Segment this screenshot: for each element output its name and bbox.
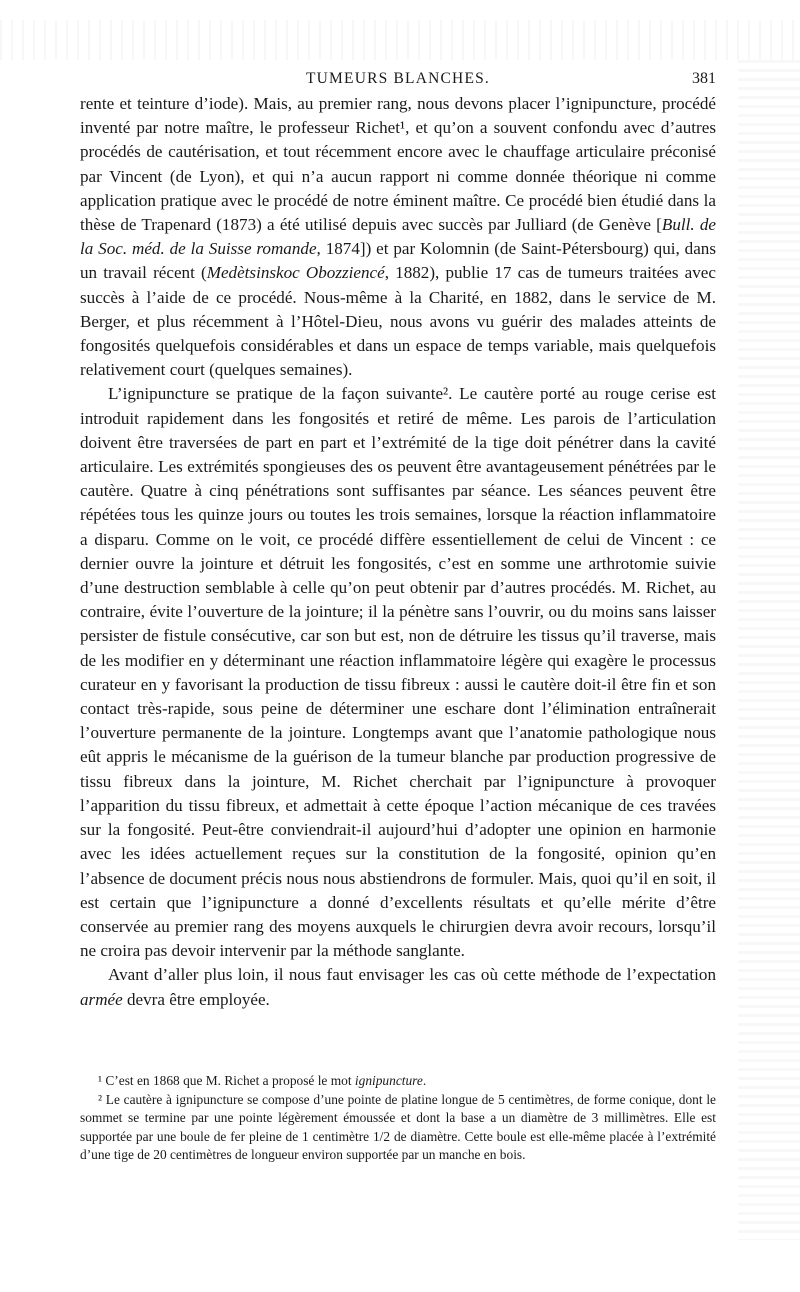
footnote-1-text: ¹ C’est en 1868 que M. Richet a proposé le mot <box>98 1073 355 1088</box>
running-title: TUMEURS BLANCHES. <box>305 70 491 87</box>
paragraph-1-text-3: , 1882), publie 17 cas de tumeurs traitées avec succès à l’aide de ce procédé. Nous-même à la Charité, en 1882, dans le service de M. Berger, et plus récemment à l’Hôtel-Dieu, nous avons vu guérir des malades atteints de fongosités quelquefois considérables et dans un espace de temps variable, mais quelquefois relativement court (quelques semaines). <box>80 263 716 380</box>
footnote-2: ² Le cautère à ignipuncture se compose d’une pointe de platine longue de 5 centimètres, de forme conique, dont le sommet se termine par une pointe légèrement émoussée et dont la base a un diamètre de 3 millimètres. Elle est supportée par une boule de fer pleine de 1 centimètre 1/2 de diamètre. Cette boule est elle-même placée à l’extrémité d’une tige de 20 centimètres de longueur environ supportée par un manche en bois. <box>80 1091 716 1163</box>
paragraph-1 <box>80 92 716 382</box>
page-header <box>80 70 716 94</box>
paragraph-2: L’ignipuncture se pratique de la façon suivante². Le cautère porté au rouge cerise est introduit rapidement dans les fongosités et retiré de même. Les parois de l’articulation doivent être traversées de part en part et l’extrémité de la tige doit pénétrer dans la cavité articulaire. Les extrémités spongieuses des os peuvent être avantageusement pénétrées par le cautère. Quatre à cinq pénétrations sont suffisantes par séance. Les séances peuvent être répétées tous les quinze jours ou toutes les trois semaines, lorsque la réaction inflammatoire a disparu. Comme on le voit, ce procédé diffère essentiellement de celui de Vincent : ce dernier ouvre la jointure et détruit les fongosités, c’est en somme une arthrotomie suivie d’une destruction semblable à celle qu’on peut obtenir par d’autres procédés. M. Richet, au contraire, évite l’ouverture de la jointure; il la pénètre sans l’ouvrir, ou du moins sans laisser persister de fistule consécutive, car son but est, non de détruire les tissus qu’il traverse, mais de les modifier en y déterminant une réaction inflammatoire légère qui exagère le processus curateur en y favorisant la production de tissu fibreux : aussi le cautère doit-il être fin et son contact très-rapide, sous peine de déterminer une eschare dont l’élimination entraînerait l’ouverture permanente de la jointure. Longtemps avant que l’anatomie pathologique nous eût appris le mécanisme de la guérison de la tumeur blanche par production progressive de tissu fibreux dans la jointure, M. Richet cherchait par l’ignipuncture à provoquer l’apparition du tissu fibreux, et admettait à cette époque l’action mécanique de ces travées sur la fongosité. Peut-être conviendrait-il aujourd’hui d’adopter une opinion en harmonie avec les idées actuellement reçues sur la constitution de la fongosité, opinion qu’en l’absence de document précis nous nous abstiendrons de formuler. Mais, quoi qu’il en soit, il est certain que l’ignipuncture a donné d’excellents résultats et qu’elle mérite d’être conservée au premier rang des moyens auxquels le chirurgien devra avoir recours, lorsqu’il ne croira pas devoir intervenir par la méthode sanglante. <box>80 384 716 961</box>
main-text <box>80 92 716 1012</box>
emphasis-armee: armée <box>80 989 123 1009</box>
paragraph-1-text-2: , 1874]) et par Kolomnin (de Saint-Pétersbourg) qui, dans un travail récent ( <box>80 239 716 283</box>
footnote-1-end: . <box>422 1073 427 1088</box>
paragraph-3-text-2: devra être employée. <box>122 989 270 1009</box>
journal-title-2: Medètsinskoc Obozziencé <box>206 263 385 283</box>
paragraph-3 <box>80 963 716 1011</box>
footnote-1-term: ignipuncture <box>354 1073 423 1088</box>
scan-noise-margin <box>738 60 800 1240</box>
scan-noise-top <box>0 20 800 60</box>
footnotes <box>80 1072 716 1165</box>
page-number: 381 <box>692 70 716 87</box>
footnote-1 <box>80 1072 716 1091</box>
paragraph-1-text-1: rente et teinture d’iode). Mais, au premier rang, nous devons placer l’ignipuncture, procédé inventé par notre maître, le professeur Richet¹, et qu’on a souvent confondu avec d’autres procédés de cautérisation, et tout récemment encore avec le chauffage articulaire préconisé par Vincent (de Lyon), et qui n’a aucun rapport ni comme donnée théorique ni comme application pratique avec le procédé de notre éminent maître. Ce procédé bien étudié dans la thèse de Trapenard (1873) a été utilisé depuis avec succès par Julliard (de Genève [ <box>80 94 716 235</box>
journal-title-1: Bull. de la Soc. méd. de la Suisse romande <box>80 215 717 259</box>
paragraph-3-text-1: Avant d’aller plus loin, il nous faut envisager les cas où cette méthode de l’expectation <box>108 965 716 985</box>
